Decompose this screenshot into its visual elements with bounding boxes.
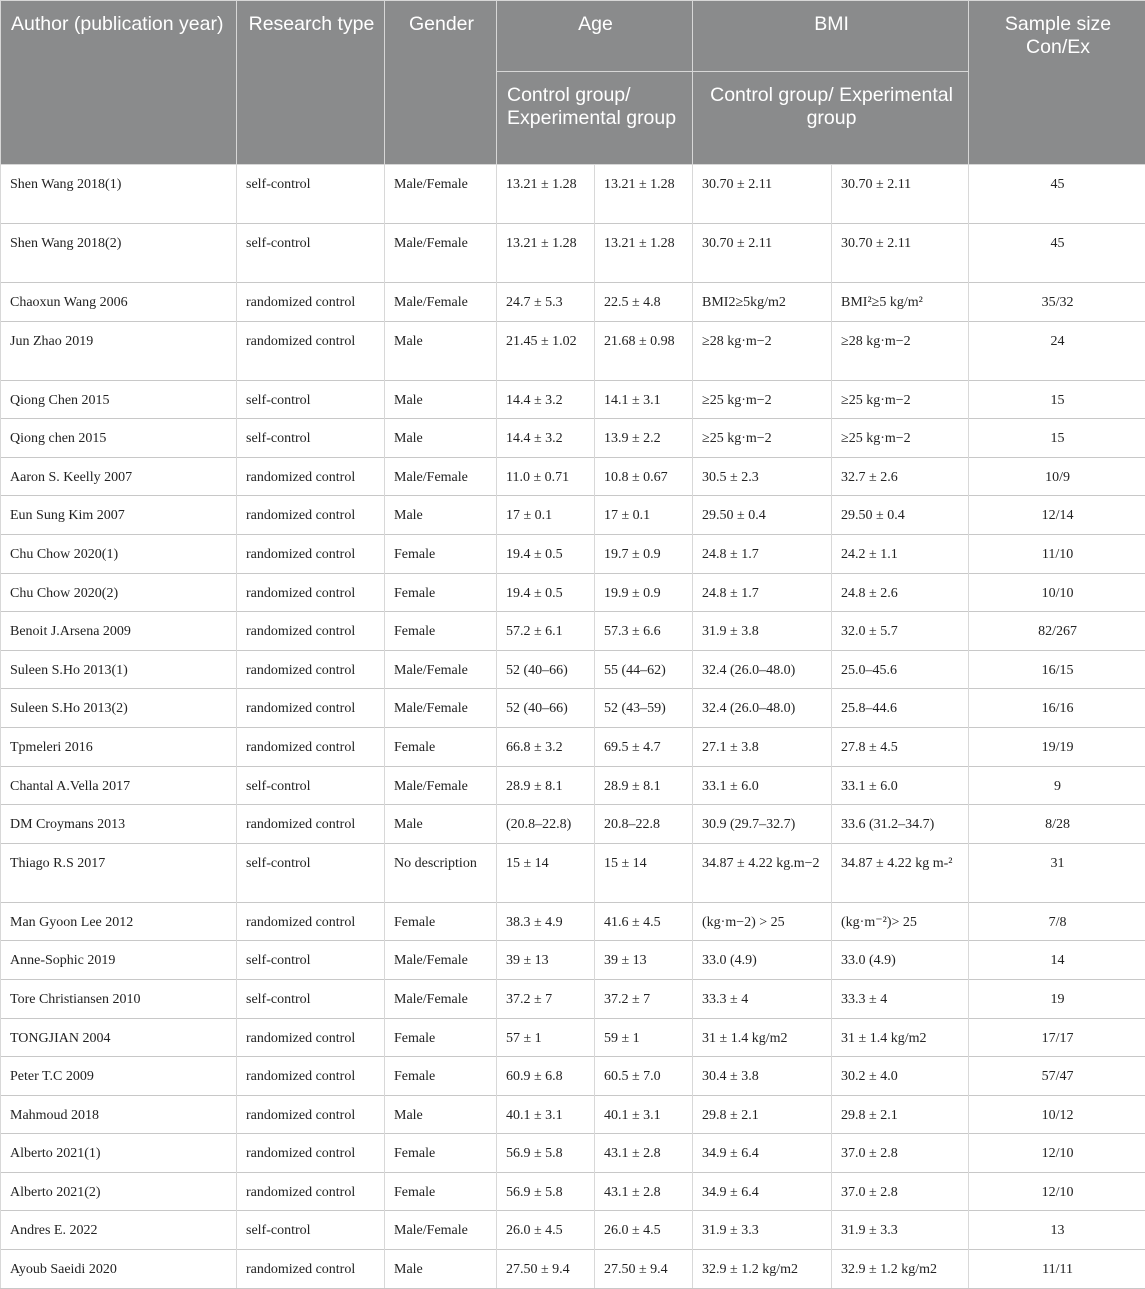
cell-bmi-experimental: 25.0–45.6 [832, 650, 969, 689]
cell-bmi-experimental: 29.50 ± 0.4 [832, 496, 969, 535]
cell-age-experimental: 15 ± 14 [595, 843, 693, 902]
cell-author: Ayoub Saeidi 2020 [1, 1250, 237, 1289]
cell-age-experimental: 19.9 ± 0.9 [595, 573, 693, 612]
cell-research-type: randomized control [237, 1134, 385, 1173]
cell-bmi-control: 30.5 ± 2.3 [693, 457, 832, 496]
cell-research-type: randomized control [237, 612, 385, 651]
cell-bmi-control: 30.70 ± 2.11 [693, 165, 832, 224]
cell-research-type: randomized control [237, 1057, 385, 1096]
cell-age-experimental: 55 (44–62) [595, 650, 693, 689]
cell-sample-size: 13 [969, 1211, 1145, 1250]
table-row [1, 1211, 1145, 1250]
cell-age-control: 13.21 ± 1.28 [497, 165, 595, 224]
cell-gender: Male [385, 496, 497, 535]
cell-bmi-experimental: 24.8 ± 2.6 [832, 573, 969, 612]
cell-sample-size: 24 [969, 321, 1145, 380]
cell-research-type: randomized control [237, 689, 385, 728]
cell-author: Alberto 2021(2) [1, 1172, 237, 1211]
cell-gender: Male [385, 1095, 497, 1134]
cell-bmi-control: 33.3 ± 4 [693, 979, 832, 1018]
cell-sample-size: 10/9 [969, 457, 1145, 496]
table-row [1, 843, 1145, 902]
cell-gender: Male/Female [385, 650, 497, 689]
cell-bmi-experimental: 33.1 ± 6.0 [832, 766, 969, 805]
cell-research-type: randomized control [237, 321, 385, 380]
cell-sample-size: 15 [969, 419, 1145, 458]
header-age: Age [497, 1, 693, 72]
cell-sample-size: 19 [969, 979, 1145, 1018]
cell-sample-size: 82/267 [969, 612, 1145, 651]
cell-sample-size: 8/28 [969, 805, 1145, 844]
cell-bmi-control: ≥28 kg·m−2 [693, 321, 832, 380]
cell-sample-size: 9 [969, 766, 1145, 805]
cell-author: Qiong chen 2015 [1, 419, 237, 458]
cell-research-type: randomized control [237, 805, 385, 844]
cell-age-control: 24.7 ± 5.3 [497, 283, 595, 322]
cell-research-type: randomized control [237, 283, 385, 322]
table-header [1, 1, 1145, 165]
cell-bmi-control: 34.87 ± 4.22 kg.m−2 [693, 843, 832, 902]
cell-bmi-experimental: 25.8–44.6 [832, 689, 969, 728]
cell-age-control: 39 ± 13 [497, 941, 595, 980]
cell-age-experimental: 27.50 ± 9.4 [595, 1250, 693, 1289]
cell-gender: Male [385, 419, 497, 458]
cell-bmi-control: 24.8 ± 1.7 [693, 573, 832, 612]
cell-age-control: 11.0 ± 0.71 [497, 457, 595, 496]
cell-gender: Male/Female [385, 457, 497, 496]
cell-age-experimental: 37.2 ± 7 [595, 979, 693, 1018]
cell-age-experimental: 21.68 ± 0.98 [595, 321, 693, 380]
cell-age-experimental: 39 ± 13 [595, 941, 693, 980]
cell-bmi-experimental: 29.8 ± 2.1 [832, 1095, 969, 1134]
cell-author: Peter T.C 2009 [1, 1057, 237, 1096]
cell-author: Chaoxun Wang 2006 [1, 283, 237, 322]
cell-age-control: 40.1 ± 3.1 [497, 1095, 595, 1134]
cell-age-control: 37.2 ± 7 [497, 979, 595, 1018]
cell-bmi-control: 30.70 ± 2.11 [693, 224, 832, 283]
cell-age-control: 15 ± 14 [497, 843, 595, 902]
cell-bmi-experimental: (kg·m⁻²)> 25 [832, 902, 969, 941]
cell-sample-size: 12/10 [969, 1134, 1145, 1173]
header-bmi: BMI [693, 1, 969, 72]
cell-bmi-control: 34.9 ± 6.4 [693, 1134, 832, 1173]
header-author: Author (publication year) [1, 1, 237, 165]
table-row [1, 766, 1145, 805]
cell-gender: Male/Female [385, 283, 497, 322]
cell-sample-size: 7/8 [969, 902, 1145, 941]
cell-bmi-control: 33.1 ± 6.0 [693, 766, 832, 805]
cell-age-control: 19.4 ± 0.5 [497, 534, 595, 573]
cell-age-experimental: 14.1 ± 3.1 [595, 380, 693, 419]
cell-author: Man Gyoon Lee 2012 [1, 902, 237, 941]
table-row [1, 283, 1145, 322]
cell-age-experimental: 17 ± 0.1 [595, 496, 693, 535]
cell-author: Shen Wang 2018(2) [1, 224, 237, 283]
cell-age-experimental: 28.9 ± 8.1 [595, 766, 693, 805]
cell-age-experimental: 43.1 ± 2.8 [595, 1172, 693, 1211]
cell-age-experimental: 60.5 ± 7.0 [595, 1057, 693, 1096]
cell-gender: Male/Female [385, 689, 497, 728]
table-row [1, 321, 1145, 380]
cell-sample-size: 10/10 [969, 573, 1145, 612]
cell-gender: Male [385, 805, 497, 844]
cell-age-control: 21.45 ± 1.02 [497, 321, 595, 380]
cell-age-control: (20.8–22.8) [497, 805, 595, 844]
cell-sample-size: 57/47 [969, 1057, 1145, 1096]
cell-bmi-control: 34.9 ± 6.4 [693, 1172, 832, 1211]
cell-bmi-control: 29.50 ± 0.4 [693, 496, 832, 535]
cell-sample-size: 16/16 [969, 689, 1145, 728]
cell-research-type: self-control [237, 941, 385, 980]
cell-age-experimental: 26.0 ± 4.5 [595, 1211, 693, 1250]
cell-research-type: self-control [237, 224, 385, 283]
cell-bmi-experimental: 37.0 ± 2.8 [832, 1172, 969, 1211]
table-row [1, 496, 1145, 535]
cell-gender: Female [385, 573, 497, 612]
cell-age-control: 17 ± 0.1 [497, 496, 595, 535]
cell-author: Mahmoud 2018 [1, 1095, 237, 1134]
table-row [1, 650, 1145, 689]
cell-gender: Female [385, 1134, 497, 1173]
cell-age-control: 14.4 ± 3.2 [497, 419, 595, 458]
table-row [1, 902, 1145, 941]
cell-research-type: self-control [237, 380, 385, 419]
cell-bmi-control: 24.8 ± 1.7 [693, 534, 832, 573]
cell-bmi-experimental: 33.0 (4.9) [832, 941, 969, 980]
cell-age-experimental: 40.1 ± 3.1 [595, 1095, 693, 1134]
cell-age-control: 56.9 ± 5.8 [497, 1134, 595, 1173]
cell-author: Suleen S.Ho 2013(2) [1, 689, 237, 728]
table-row [1, 727, 1145, 766]
table-row [1, 1095, 1145, 1134]
header-sample-size: Sample size Con/Ex [969, 1, 1145, 165]
cell-bmi-experimental: 24.2 ± 1.1 [832, 534, 969, 573]
cell-author: Benoit J.Arsena 2009 [1, 612, 237, 651]
cell-research-type: randomized control [237, 1095, 385, 1134]
cell-research-type: self-control [237, 979, 385, 1018]
cell-research-type: self-control [237, 419, 385, 458]
cell-sample-size: 31 [969, 843, 1145, 902]
cell-age-experimental: 10.8 ± 0.67 [595, 457, 693, 496]
cell-gender: Male/Female [385, 1211, 497, 1250]
table-row [1, 165, 1145, 224]
cell-bmi-experimental: 33.6 (31.2–34.7) [832, 805, 969, 844]
cell-age-experimental: 57.3 ± 6.6 [595, 612, 693, 651]
cell-research-type: randomized control [237, 457, 385, 496]
cell-bmi-experimental: 31.9 ± 3.3 [832, 1211, 969, 1250]
cell-sample-size: 12/10 [969, 1172, 1145, 1211]
cell-bmi-control: 31 ± 1.4 kg/m2 [693, 1018, 832, 1057]
cell-bmi-experimental: 37.0 ± 2.8 [832, 1134, 969, 1173]
cell-sample-size: 45 [969, 224, 1145, 283]
cell-age-control: 60.9 ± 6.8 [497, 1057, 595, 1096]
cell-sample-size: 17/17 [969, 1018, 1145, 1057]
cell-sample-size: 45 [969, 165, 1145, 224]
cell-gender: Male [385, 1250, 497, 1289]
cell-author: Tpmeleri 2016 [1, 727, 237, 766]
cell-age-control: 57 ± 1 [497, 1018, 595, 1057]
cell-bmi-experimental: 34.87 ± 4.22 kg m-² [832, 843, 969, 902]
cell-bmi-experimental: 30.70 ± 2.11 [832, 224, 969, 283]
cell-author: DM Croymans 2013 [1, 805, 237, 844]
cell-author: Aaron S. Keelly 2007 [1, 457, 237, 496]
table-body [1, 165, 1145, 1289]
table-row [1, 1250, 1145, 1289]
header-gender: Gender [385, 1, 497, 165]
cell-bmi-control: 30.9 (29.7–32.7) [693, 805, 832, 844]
cell-bmi-control: 33.0 (4.9) [693, 941, 832, 980]
cell-age-experimental: 13.21 ± 1.28 [595, 165, 693, 224]
cell-bmi-control: BMI2≥5kg/m2 [693, 283, 832, 322]
cell-age-experimental: 22.5 ± 4.8 [595, 283, 693, 322]
cell-sample-size: 11/10 [969, 534, 1145, 573]
cell-bmi-control: 32.4 (26.0–48.0) [693, 650, 832, 689]
table-row [1, 941, 1145, 980]
cell-research-type: self-control [237, 843, 385, 902]
cell-bmi-experimental: ≥25 kg·m−2 [832, 380, 969, 419]
cell-gender: Female [385, 1057, 497, 1096]
table-row [1, 1018, 1145, 1057]
table-row [1, 534, 1145, 573]
cell-research-type: randomized control [237, 1018, 385, 1057]
cell-sample-size: 10/12 [969, 1095, 1145, 1134]
cell-research-type: self-control [237, 766, 385, 805]
cell-gender: Female [385, 1018, 497, 1057]
cell-gender: Male/Female [385, 941, 497, 980]
cell-age-control: 56.9 ± 5.8 [497, 1172, 595, 1211]
cell-research-type: self-control [237, 165, 385, 224]
cell-sample-size: 11/11 [969, 1250, 1145, 1289]
cell-bmi-control: (kg·m−2) > 25 [693, 902, 832, 941]
cell-gender: Male [385, 380, 497, 419]
cell-sample-size: 16/15 [969, 650, 1145, 689]
table-row [1, 979, 1145, 1018]
cell-bmi-control: ≥25 kg·m−2 [693, 419, 832, 458]
cell-bmi-experimental: ≥28 kg·m−2 [832, 321, 969, 380]
cell-bmi-experimental: 32.9 ± 1.2 kg/m2 [832, 1250, 969, 1289]
cell-gender: Male/Female [385, 766, 497, 805]
cell-sample-size: 19/19 [969, 727, 1145, 766]
cell-age-control: 27.50 ± 9.4 [497, 1250, 595, 1289]
cell-age-control: 52 (40–66) [497, 650, 595, 689]
cell-research-type: randomized control [237, 902, 385, 941]
cell-gender: Male/Female [385, 979, 497, 1018]
cell-age-control: 52 (40–66) [497, 689, 595, 728]
cell-sample-size: 14 [969, 941, 1145, 980]
cell-author: Suleen S.Ho 2013(1) [1, 650, 237, 689]
cell-author: Tore Christiansen 2010 [1, 979, 237, 1018]
cell-age-control: 66.8 ± 3.2 [497, 727, 595, 766]
header-bmi-subheader: Control group/ Experimental group [693, 72, 969, 165]
cell-age-control: 38.3 ± 4.9 [497, 902, 595, 941]
cell-gender: Female [385, 1172, 497, 1211]
cell-research-type: randomized control [237, 727, 385, 766]
table-row [1, 380, 1145, 419]
cell-bmi-experimental: 27.8 ± 4.5 [832, 727, 969, 766]
cell-author: Eun Sung Kim 2007 [1, 496, 237, 535]
cell-bmi-control: 32.4 (26.0–48.0) [693, 689, 832, 728]
cell-bmi-control: 29.8 ± 2.1 [693, 1095, 832, 1134]
cell-age-control: 28.9 ± 8.1 [497, 766, 595, 805]
cell-research-type: randomized control [237, 650, 385, 689]
cell-research-type: self-control [237, 1211, 385, 1250]
cell-gender: Male/Female [385, 224, 497, 283]
cell-bmi-control: 31.9 ± 3.3 [693, 1211, 832, 1250]
cell-age-experimental: 52 (43–59) [595, 689, 693, 728]
cell-age-control: 13.21 ± 1.28 [497, 224, 595, 283]
cell-bmi-experimental: BMI²≥5 kg/m² [832, 283, 969, 322]
cell-gender: Female [385, 727, 497, 766]
cell-author: Alberto 2021(1) [1, 1134, 237, 1173]
table-row [1, 1057, 1145, 1096]
cell-author: Qiong Chen 2015 [1, 380, 237, 419]
header-age-subheader: Control group/ Experimental group [497, 72, 693, 165]
cell-author: Anne-Sophic 2019 [1, 941, 237, 980]
cell-age-experimental: 13.21 ± 1.28 [595, 224, 693, 283]
cell-sample-size: 12/14 [969, 496, 1145, 535]
cell-author: Andres E. 2022 [1, 1211, 237, 1250]
cell-bmi-experimental: ≥25 kg·m−2 [832, 419, 969, 458]
table-row [1, 689, 1145, 728]
cell-bmi-control: ≥25 kg·m−2 [693, 380, 832, 419]
cell-age-experimental: 19.7 ± 0.9 [595, 534, 693, 573]
table-row [1, 1172, 1145, 1211]
cell-author: Thiago R.S 2017 [1, 843, 237, 902]
cell-age-experimental: 43.1 ± 2.8 [595, 1134, 693, 1173]
cell-research-type: randomized control [237, 1250, 385, 1289]
cell-age-experimental: 41.6 ± 4.5 [595, 902, 693, 941]
cell-age-experimental: 20.8–22.8 [595, 805, 693, 844]
cell-gender: Male [385, 321, 497, 380]
cell-bmi-control: 32.9 ± 1.2 kg/m2 [693, 1250, 832, 1289]
cell-age-experimental: 59 ± 1 [595, 1018, 693, 1057]
cell-author: Shen Wang 2018(1) [1, 165, 237, 224]
cell-bmi-experimental: 32.7 ± 2.6 [832, 457, 969, 496]
cell-author: TONGJIAN 2004 [1, 1018, 237, 1057]
cell-bmi-control: 27.1 ± 3.8 [693, 727, 832, 766]
cell-gender: No description [385, 843, 497, 902]
table-row [1, 612, 1145, 651]
cell-research-type: randomized control [237, 573, 385, 612]
cell-gender: Female [385, 612, 497, 651]
cell-bmi-experimental: 33.3 ± 4 [832, 979, 969, 1018]
cell-research-type: randomized control [237, 496, 385, 535]
table-row [1, 419, 1145, 458]
cell-sample-size: 15 [969, 380, 1145, 419]
cell-author: Chu Chow 2020(1) [1, 534, 237, 573]
cell-gender: Female [385, 902, 497, 941]
cell-age-control: 14.4 ± 3.2 [497, 380, 595, 419]
table-row [1, 1134, 1145, 1173]
cell-age-experimental: 13.9 ± 2.2 [595, 419, 693, 458]
header-research-type: Research type [237, 1, 385, 165]
cell-age-control: 57.2 ± 6.1 [497, 612, 595, 651]
cell-gender: Male/Female [385, 165, 497, 224]
cell-bmi-control: 30.4 ± 3.8 [693, 1057, 832, 1096]
cell-bmi-experimental: 31 ± 1.4 kg/m2 [832, 1018, 969, 1057]
cell-bmi-experimental: 30.2 ± 4.0 [832, 1057, 969, 1096]
cell-research-type: randomized control [237, 534, 385, 573]
cell-author: Chantal A.Vella 2017 [1, 766, 237, 805]
cell-bmi-control: 31.9 ± 3.8 [693, 612, 832, 651]
cell-bmi-experimental: 30.70 ± 2.11 [832, 165, 969, 224]
cell-age-experimental: 69.5 ± 4.7 [595, 727, 693, 766]
table-row [1, 573, 1145, 612]
cell-research-type: randomized control [237, 1172, 385, 1211]
cell-sample-size: 35/32 [969, 283, 1145, 322]
cell-age-control: 26.0 ± 4.5 [497, 1211, 595, 1250]
cell-bmi-experimental: 32.0 ± 5.7 [832, 612, 969, 651]
table-row [1, 224, 1145, 283]
table-row [1, 457, 1145, 496]
table-row [1, 805, 1145, 844]
cell-age-control: 19.4 ± 0.5 [497, 573, 595, 612]
cell-author: Jun Zhao 2019 [1, 321, 237, 380]
cell-gender: Female [385, 534, 497, 573]
cell-author: Chu Chow 2020(2) [1, 573, 237, 612]
